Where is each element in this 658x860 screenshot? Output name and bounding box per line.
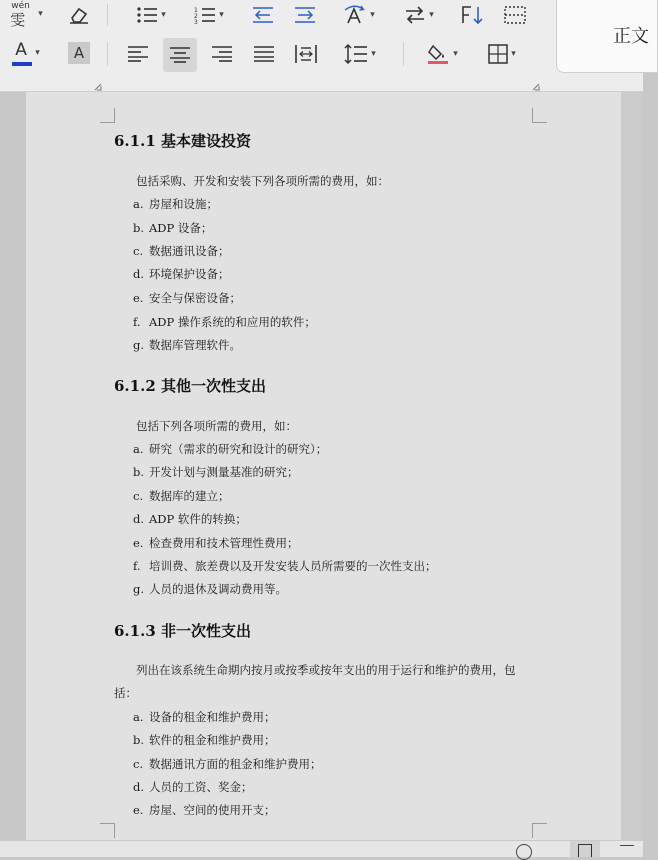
list-item xyxy=(133,732,276,748)
list-item xyxy=(133,220,212,236)
chevron-down-icon: ▾ xyxy=(35,48,40,58)
list-item xyxy=(133,511,247,527)
list-text: 软件的租金和维护费用； xyxy=(149,733,276,747)
list-item xyxy=(133,464,299,480)
list-marker: e. xyxy=(133,803,144,817)
list-text: 检查费用和技术管理性费用； xyxy=(149,536,299,550)
font-group-expand-icon[interactable] xyxy=(94,76,102,84)
decrease-indent-button[interactable] xyxy=(248,2,278,28)
paragraph-shading-button[interactable] xyxy=(418,38,466,70)
list-text: ADP 操作系统的和应用的软件； xyxy=(149,315,316,329)
character-shading-button[interactable] xyxy=(66,40,92,66)
list-text: 数据通讯设备； xyxy=(149,244,230,258)
align-left-icon xyxy=(128,46,148,62)
character-shading-letter: A xyxy=(73,44,85,62)
align-right-icon xyxy=(212,46,232,62)
list-item xyxy=(133,337,241,353)
table-border-icon xyxy=(504,6,526,24)
status-bar xyxy=(0,840,643,857)
eraser-icon xyxy=(68,6,90,24)
section-intro: 包括采购、开发和安装下列各项所需的费用，如： xyxy=(136,174,389,188)
text-direction-icon xyxy=(343,5,367,25)
list-marker: a. xyxy=(133,442,144,456)
ribbon-toolbar xyxy=(0,0,649,92)
justify-icon xyxy=(254,46,274,62)
list-text: 设备的租金和维护费用； xyxy=(149,710,276,724)
bullet-list-button[interactable] xyxy=(128,2,174,28)
chevron-down-icon: ▾ xyxy=(219,10,224,20)
paint-bucket-icon xyxy=(426,43,450,65)
section-heading-6-1-2: 6.1.2 其他一次性支出 xyxy=(114,377,266,395)
borders-icon xyxy=(488,44,508,64)
crop-mark-top-right xyxy=(532,108,547,123)
list-item xyxy=(133,266,230,282)
crop-mark-bottom-left xyxy=(100,823,115,838)
list-item xyxy=(133,290,241,306)
list-text: 安全与保密设备； xyxy=(149,291,241,305)
sort-icon xyxy=(461,5,485,25)
pinyin-text: wén xyxy=(11,1,30,11)
align-left-button[interactable] xyxy=(122,38,154,70)
style-gallery-normal[interactable] xyxy=(556,0,658,73)
section-intro: 包括下列各项所需的费用，如： xyxy=(136,419,297,433)
decrease-indent-icon xyxy=(252,6,274,24)
list-item xyxy=(133,802,276,818)
list-marker: b. xyxy=(133,221,145,235)
chevron-down-icon: ▾ xyxy=(370,10,375,20)
font-color-button[interactable] xyxy=(2,38,48,68)
chevron-down-icon: ▾ xyxy=(453,49,458,59)
chevron-down-icon: ▾ xyxy=(161,10,166,20)
align-center-icon xyxy=(170,47,190,63)
bullet-list-icon xyxy=(136,6,158,24)
svg-text:2: 2 xyxy=(194,13,199,20)
list-marker: f. xyxy=(133,315,141,329)
line-spacing-button[interactable] xyxy=(336,38,384,70)
crop-mark-bottom-right xyxy=(532,823,547,838)
svg-text:3: 3 xyxy=(194,19,199,26)
list-item xyxy=(133,314,316,330)
list-text: 研究（需求的研究和设计的研究）； xyxy=(149,442,328,456)
svg-text:1: 1 xyxy=(194,7,199,14)
list-marker: c. xyxy=(133,757,144,771)
crop-mark-top-left xyxy=(100,108,115,123)
list-item xyxy=(133,558,437,574)
list-text: 人员的工资、奖金； xyxy=(149,780,253,794)
swap-arrows-icon xyxy=(404,6,426,24)
paragraph-group-expand-icon[interactable] xyxy=(532,76,540,84)
page-view-button[interactable] xyxy=(570,841,600,857)
list-marker: b. xyxy=(133,733,145,747)
distributed-align-icon xyxy=(295,45,317,63)
increase-indent-icon xyxy=(294,6,316,24)
list-marker: d. xyxy=(133,780,145,794)
numbered-list-button[interactable] xyxy=(186,2,232,28)
font-color-swatch xyxy=(12,62,32,66)
list-item xyxy=(133,756,322,772)
list-text: 环境保护设备； xyxy=(149,267,230,281)
list-item xyxy=(133,196,218,212)
list-text: 数据库的建立； xyxy=(149,489,230,503)
style-normal-label: 正文 xyxy=(613,26,649,47)
borders-button[interactable] xyxy=(478,38,526,70)
text-direction-button[interactable] xyxy=(336,2,382,28)
font-color-icon xyxy=(10,39,32,67)
chevron-down-icon: ▾ xyxy=(38,9,43,19)
section-heading-6-1-1: 6.1.1 基本建设投资 xyxy=(114,132,251,150)
list-item xyxy=(133,581,287,597)
font-color-letter: A xyxy=(15,40,27,60)
list-item xyxy=(133,441,327,457)
list-marker: g. xyxy=(133,582,145,596)
pinyin-char: 雯 xyxy=(10,11,26,29)
list-text: 房屋、空间的使用开支； xyxy=(149,803,276,817)
distributed-align-button[interactable] xyxy=(290,38,322,70)
web-view-icon[interactable] xyxy=(516,844,532,860)
list-item xyxy=(133,709,276,725)
outline-view-icon[interactable] xyxy=(620,845,634,856)
clear-formatting-button[interactable] xyxy=(62,2,96,28)
list-text: 开发计划与测量基准的研究； xyxy=(149,465,299,479)
chevron-down-icon: ▾ xyxy=(511,49,516,59)
table-grid-button[interactable] xyxy=(498,2,532,28)
swap-direction-button[interactable] xyxy=(396,2,442,28)
list-text: 数据库管理软件。 xyxy=(149,338,241,352)
list-item xyxy=(133,535,299,551)
list-marker: c. xyxy=(133,244,144,258)
list-marker: d. xyxy=(133,512,145,526)
list-item xyxy=(133,488,230,504)
sort-button[interactable] xyxy=(456,2,490,28)
align-right-button[interactable] xyxy=(206,38,238,70)
line-spacing-icon xyxy=(344,44,368,64)
justify-button[interactable] xyxy=(248,38,280,70)
section-intro-line-2: 括： xyxy=(114,686,137,700)
list-text: ADP 软件的转换； xyxy=(149,512,247,526)
list-text: 房屋和设施； xyxy=(149,197,218,211)
phonetic-guide-button[interactable] xyxy=(2,0,48,28)
list-marker: e. xyxy=(133,291,144,305)
list-text: 数据通讯方面的租金和维护费用； xyxy=(149,757,322,771)
character-shading-icon xyxy=(68,42,90,64)
chevron-down-icon: ▾ xyxy=(371,49,376,59)
list-item xyxy=(133,243,230,259)
section-heading-6-1-3: 6.1.3 非一次性支出 xyxy=(114,622,251,640)
list-marker: a. xyxy=(133,710,144,724)
right-gutter xyxy=(621,92,643,840)
list-text: ADP 设备； xyxy=(149,221,213,235)
increase-indent-button[interactable] xyxy=(290,2,320,28)
list-marker: a. xyxy=(133,197,144,211)
document-page[interactable] xyxy=(26,92,621,840)
list-item xyxy=(133,779,253,795)
page-view-icon xyxy=(578,844,592,857)
section-intro-line-1: 列出在该系统生命期内按月或按季或按年支出的用于运行和维护的费用，包 xyxy=(136,663,516,677)
left-gutter xyxy=(0,92,26,840)
list-marker: g. xyxy=(133,338,145,352)
list-marker: e. xyxy=(133,536,144,550)
numbered-list-icon xyxy=(194,6,216,24)
list-marker: b. xyxy=(133,465,145,479)
list-marker: d. xyxy=(133,267,145,281)
chevron-down-icon: ▾ xyxy=(429,10,434,20)
list-marker: c. xyxy=(133,489,144,503)
list-text: 人员的退休及调动费用等。 xyxy=(149,582,287,596)
list-marker: f. xyxy=(133,559,141,573)
phonetic-guide-icon xyxy=(7,1,35,27)
list-text: 培训费、旅差费以及开发安装人员所需要的一次性支出； xyxy=(149,559,437,573)
align-center-button[interactable] xyxy=(163,38,197,72)
